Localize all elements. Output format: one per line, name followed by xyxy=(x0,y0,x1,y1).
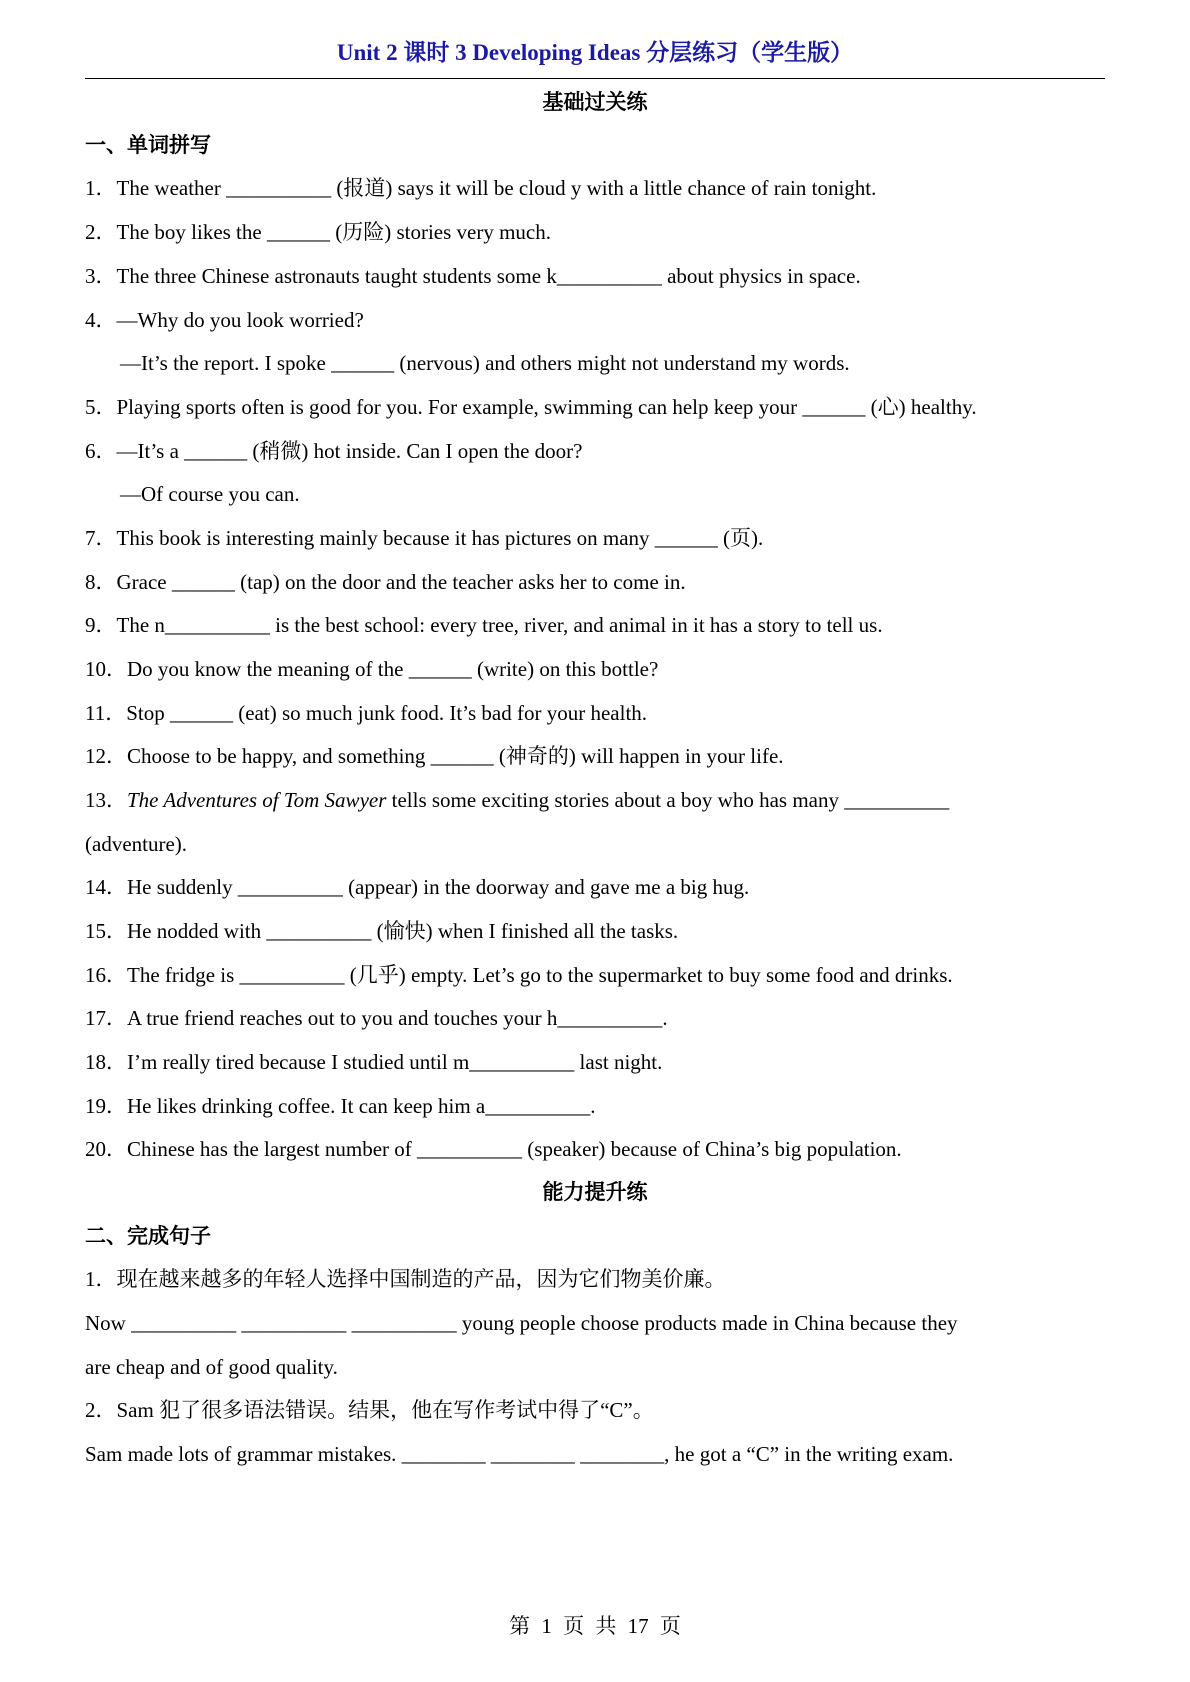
question-13-number: 13． xyxy=(85,788,127,812)
sentence-2-chinese: 2．Sam 犯了很多语法错误。结果，他在写作考试中得了“C”。 xyxy=(85,1398,654,1422)
sentence-1-english: Now __________ __________ __________ young people choose products made in China because they xyxy=(85,1311,958,1335)
question-19: 19．He likes drinking coffee. It can keep him a__________. xyxy=(85,1094,596,1118)
question-10: 10．Do you know the meaning of the ______ (write) on this bottle? xyxy=(85,657,659,681)
question-13-text: tells some exciting stories about a boy who has many __________ xyxy=(386,788,950,812)
part2-heading: 二、完成句子 xyxy=(85,1224,211,1248)
question-4-answer: —It’s the report. I spoke ______ (nervous) and others might not understand my words. xyxy=(120,351,850,375)
question-9: 9．The n__________ is the best school: every tree, river, and animal in it has a story to tell us. xyxy=(85,613,883,637)
question-12: 12．Choose to be happy, and something ______ (神奇的) will happen in your life. xyxy=(85,744,784,768)
sentence-1-chinese: 1．现在越来越多的年轻人选择中国制造的产品，因为它们物美价廉。 xyxy=(85,1267,726,1291)
question-8: 8．Grace ______ (tap) on the door and the teacher asks her to come in. xyxy=(85,570,686,594)
question-4: 4．—Why do you look worried? xyxy=(85,308,364,332)
question-5: 5．Playing sports often is good for you. For example, swimming can help keep your ______ (心) healthy. xyxy=(85,395,977,419)
question-3: 3．The three Chinese astronauts taught students some k__________ about physics in space. xyxy=(85,264,861,288)
page-header-title: Unit 2 课时 3 Developing Ideas 分层练习（学生版） xyxy=(336,40,854,65)
question-17: 17．A true friend reaches out to you and touches your h__________. xyxy=(85,1006,668,1030)
question-13 xyxy=(85,786,1105,814)
question-20: 20．Chinese has the largest number of __________ (speaker) because of China’s big population. xyxy=(85,1137,902,1161)
part1-heading: 一、单词拼写 xyxy=(85,133,211,157)
question-14: 14．He suddenly __________ (appear) in the doorway and gave me a big hug. xyxy=(85,875,750,899)
question-11: 11．Stop ______ (eat) so much junk food. It’s bad for your health. xyxy=(85,701,648,725)
question-13-continued: (adventure). xyxy=(85,832,188,856)
section-title-advanced: 能力提升练 xyxy=(542,1180,648,1204)
question-7: 7．This book is interesting mainly because it has pictures on many ______ (页). xyxy=(85,526,764,550)
section-title-basic: 基础过关练 xyxy=(542,90,648,114)
question-18: 18．I’m really tired because I studied until m__________ last night. xyxy=(85,1050,663,1074)
sentence-2-english: Sam made lots of grammar mistakes. ________ ________ ________, he got a “C” in the writing exam. xyxy=(85,1442,954,1466)
question-6: 6．—It’s a ______ (稍微) hot inside. Can I open the door? xyxy=(85,439,583,463)
book-title: The Adventures of Tom Sawyer xyxy=(127,788,387,812)
question-15: 15．He nodded with __________ (愉快) when I finished all the tasks. xyxy=(85,919,679,943)
page-footer: 第 1 页 共 17 页 xyxy=(509,1614,681,1638)
header-divider xyxy=(85,78,1105,79)
sentence-1-english-continued: are cheap and of good quality. xyxy=(85,1355,338,1379)
question-1: 1．The weather __________ (报道) says it will be cloud y with a little chance of rain tonight. xyxy=(85,176,877,200)
question-16: 16．The fridge is __________ (几乎) empty. Let’s go to the supermarket to buy some food and drinks. xyxy=(85,963,953,987)
question-6-answer: —Of course you can. xyxy=(120,482,300,506)
question-2: 2．The boy likes the ______ (历险) stories very much. xyxy=(85,220,551,244)
